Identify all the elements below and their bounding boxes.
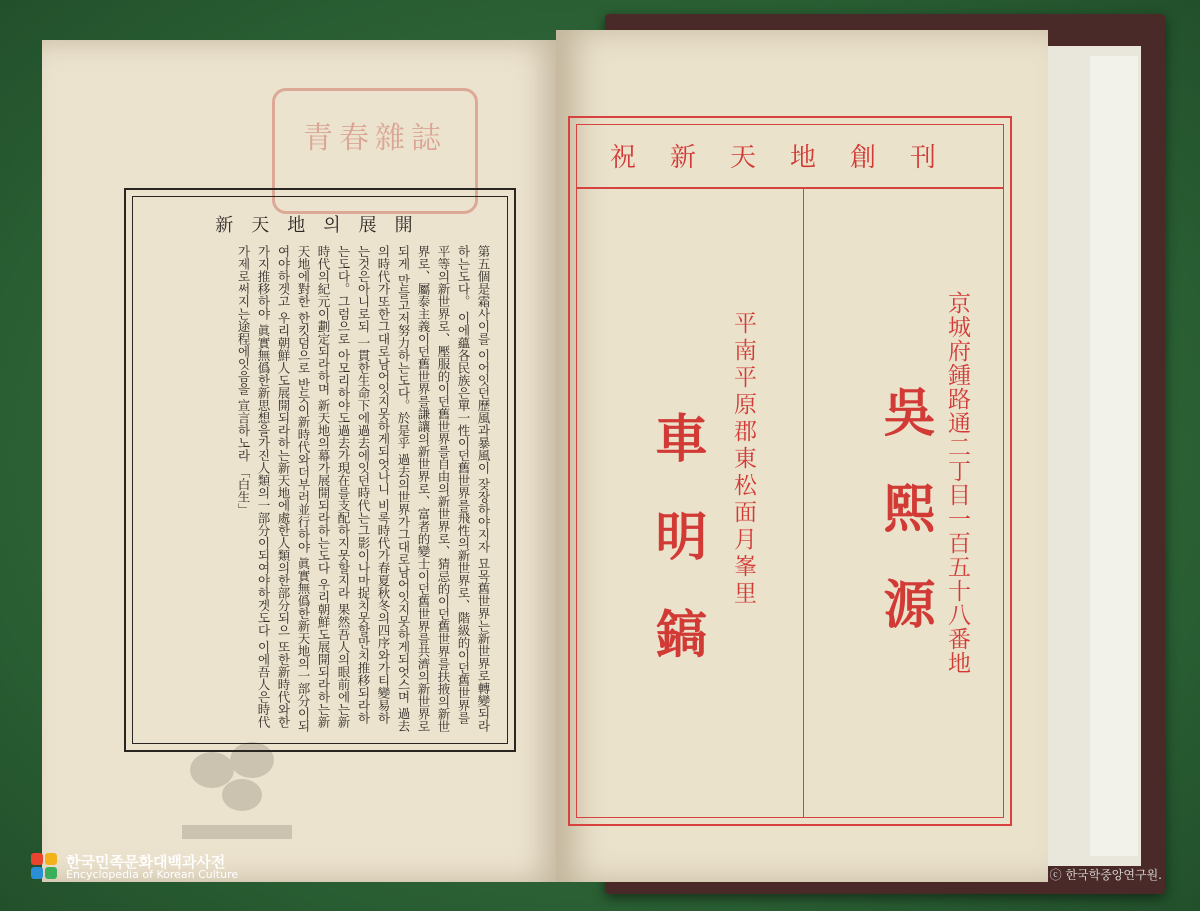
article-frame (124, 188, 516, 752)
sender-address-left: 平南平原郡東松面月峯里 (730, 311, 756, 608)
congratulation-frame (568, 116, 1012, 826)
column-divider (803, 187, 804, 817)
congratulation-frame-inner (576, 124, 1004, 818)
congratulation-title: 祝新天地創刊 (609, 143, 970, 173)
sender-name-left: 車明鎬 (646, 411, 707, 705)
left-page (42, 40, 562, 882)
congratulation-header (577, 125, 1003, 189)
sender-name-right: 吳熙源 (874, 385, 935, 673)
page-stack-edge (1090, 56, 1138, 856)
right-page (556, 30, 1048, 882)
article-frame-inner (132, 196, 508, 744)
article-body: 第五個是霜사이를 이어잇던歷風과暴風이 잦장하야지자 묘목舊世界는新世界로轉變되라하는도다。 이에蘊各民族은單一性이던舊世界를飛性의新世界로、階級的이던舊世界를平等의新世界로、壓服的이던舊世界를自由의新世界로、猜忌的이던舊世界를扶掖의新世界로、屬泰主義이던舊世界를謙讓의新世界로、富者的變士이던舊世界를共濟의新世界로되게 만들고저努力하는도다。於是乎 過去의世界가그대로남어잇지못하게되엇스며 過去의時代가또한그대로남어잇지못하게되엇나니 비록時代가春夏秋冬의四序와가티變易하는것은아니로되 一貫한生命下에過去에잇던時代는그影이나마捉치못할만치推移되라하는도다。그럼으로 아모리하야도過去가現在를支配하지못할지라 果然吾人의眼前에는新時代의紀元이劃定되라하며 新天地의幕가展開되라하는도다 우리朝鮮도展開되라하는新天地에對한 한킷덤으로 반듯이新時代와더부러並行하야 眞實無僞한新天地의一部分이되여야하겟고 우리朝鮮人도展開되라하는新天地에處한人類의한部分되으 또한新時代와한가지推移하야 眞實無僞한新思想을가진人類의一部分이되여야하겟도다 이에吾人은時代가제로써지는途程에잇음을 宣言하노라 「白生」 (236, 245, 491, 733)
copyright-notice: ⓒ 한국학중앙연구원. (1049, 868, 1162, 882)
publisher-name-ko: 한국민족문화대백과사전 (66, 853, 226, 871)
seal-glyphs: 青春雜誌 (303, 121, 447, 156)
sender-address-right: 京城府鍾路通二丁目一百五十八番地 (944, 291, 970, 675)
article-heading: 新天地의展開 (215, 215, 431, 236)
publisher-name-en: Encyclopedia of Korean Culture (66, 868, 239, 881)
encyclopedia-logo-icon (30, 851, 60, 881)
